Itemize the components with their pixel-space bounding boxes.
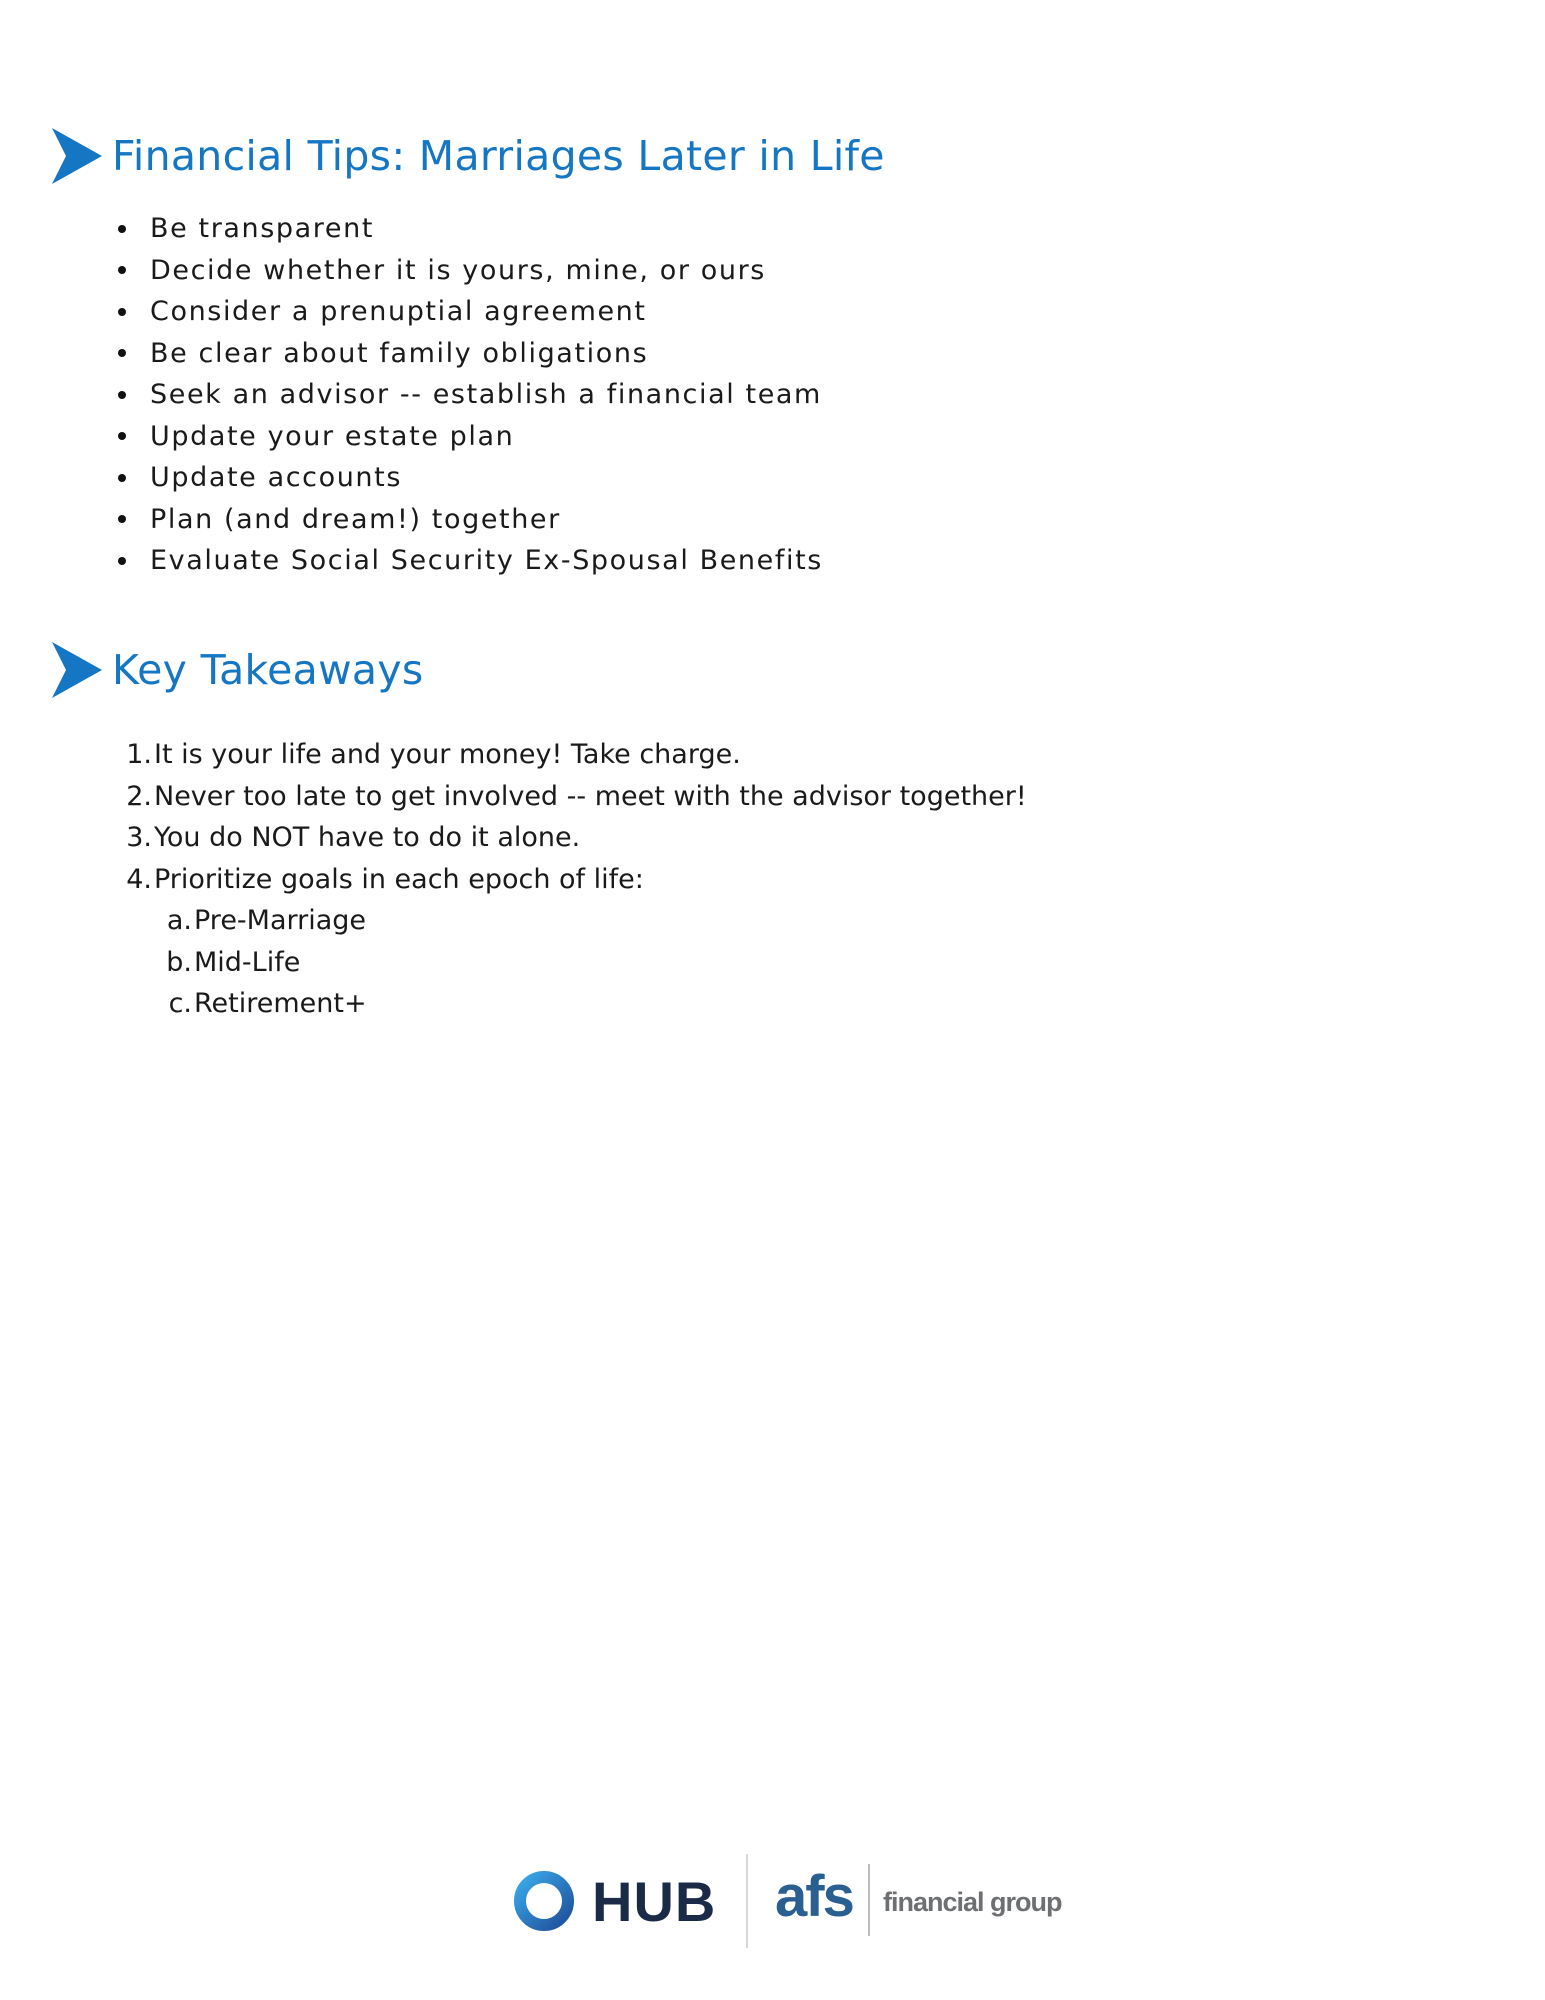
list-item: Consider a prenuptial agreement [112, 291, 823, 333]
bullet-icon [118, 432, 126, 440]
afs-logo-text: afs [775, 1864, 853, 1929]
list-item: Be clear about family obligations [112, 333, 823, 375]
list-item: Be transparent [112, 208, 823, 250]
list-item: 1.It is your life and your money! Take charge. [126, 739, 741, 770]
list-item: 3.You do NOT have to do it alone. [126, 822, 581, 853]
hub-ring-logo-icon [513, 1870, 575, 1932]
list-item: Plan (and dream!) together [112, 499, 823, 541]
bullet-icon [118, 557, 126, 565]
list-item: Evaluate Social Security Ex-Spousal Benefits [112, 540, 823, 582]
chevron-arrow-icon [52, 642, 102, 698]
list-item: Update accounts [112, 457, 823, 499]
logo-divider [868, 1864, 870, 1936]
takeaways-section-title: Key Takeaways [112, 646, 424, 694]
bullet-icon [118, 308, 126, 316]
takeaways-list [112, 734, 1027, 1025]
chevron-arrow-icon [52, 128, 102, 184]
sub-list-item: b.Mid-Life [166, 946, 301, 978]
bullet-icon [118, 474, 126, 482]
bullet-icon [118, 225, 126, 233]
sub-list [112, 900, 1027, 1025]
list-item: 4.Prioritize goals in each epoch of life: a.Pre-Marriage b.Mid-Life c.Retirement+ [112, 859, 1027, 1025]
bullet-icon [118, 266, 126, 274]
sub-list-item: a.Pre-Marriage [166, 905, 367, 936]
logo-divider [746, 1854, 748, 1948]
tips-list [112, 208, 823, 582]
footer-logos [510, 1850, 1062, 1950]
tips-section-title: Financial Tips: Marriages Later in Life [112, 132, 885, 180]
list-item: Seek an advisor -- establish a financial team [112, 374, 823, 416]
list-item: Update your estate plan [112, 416, 823, 458]
financial-group-logo-text: financial group [883, 1887, 1062, 1917]
takeaways-section-header [52, 640, 424, 700]
bullet-icon [118, 391, 126, 399]
sub-list-item: c.Retirement+ [168, 988, 367, 1019]
list-item: Decide whether it is yours, mine, or ours [112, 250, 823, 292]
bullet-icon [118, 515, 126, 523]
list-item: 2.Never too late to get involved -- meet with the advisor together! [126, 780, 1027, 812]
bullet-icon [118, 349, 126, 357]
hub-logo-text: HUB [592, 1870, 717, 1933]
tips-section-header [52, 126, 885, 186]
